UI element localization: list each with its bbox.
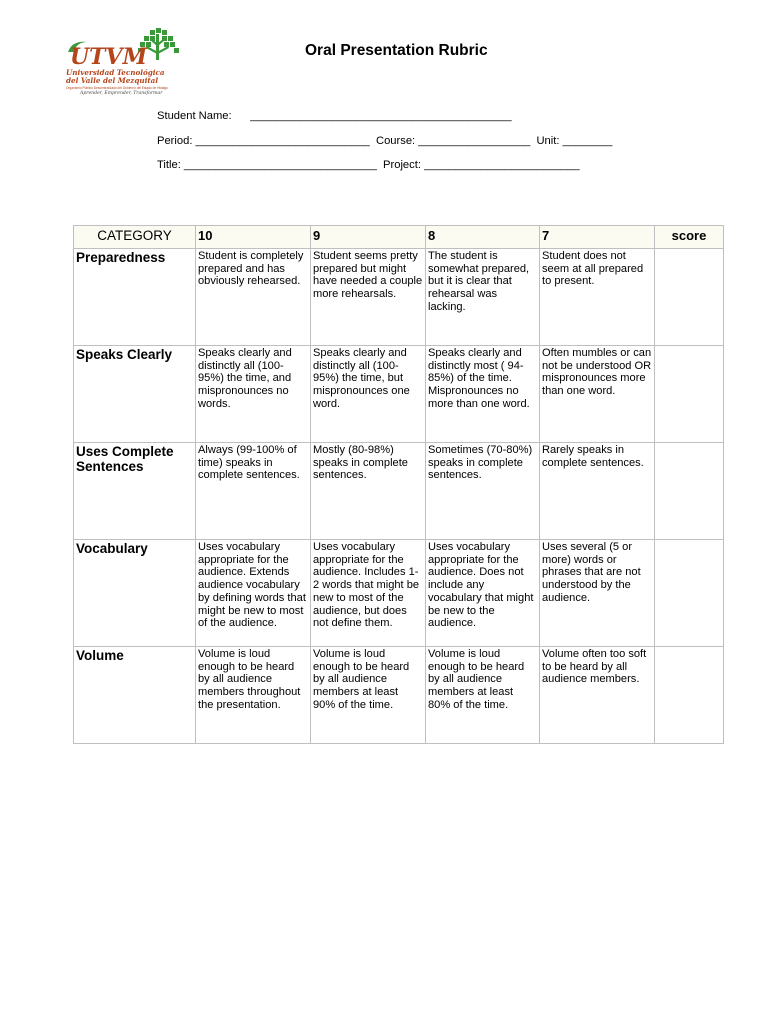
table-cell: Often mumbles or can not be understood OR mispronounces more than one word. bbox=[540, 346, 655, 443]
logo-name-line-2: del Valle del Mezquital bbox=[66, 76, 159, 85]
logo-motto: Aprender, Emprender, Transformar bbox=[80, 91, 163, 96]
utvm-logo-mark bbox=[66, 28, 182, 70]
table-cell: Student is completely prepared and has obviously rehearsed. bbox=[196, 249, 311, 346]
table-cell: Mostly (80-98%) speaks in complete sentences. bbox=[311, 443, 426, 540]
rubric-table bbox=[73, 225, 724, 744]
document-title: Oral Presentation Rubric bbox=[305, 42, 488, 59]
table-row bbox=[74, 249, 724, 346]
table-cell: Rarely speaks in complete sentences. bbox=[540, 443, 655, 540]
header-score: score bbox=[655, 226, 724, 249]
logo-subtitle: Organismo Público Descentralizado del Gobierno del Estado de Hidalgo bbox=[66, 86, 168, 90]
table-cell: Uses vocabulary appropriate for the audience. Extends audience vocabulary by defining words that might be new to most of the audience. bbox=[196, 540, 311, 647]
logo-university-name bbox=[66, 69, 186, 85]
logo-brand-text: UTVM bbox=[70, 44, 147, 70]
row-category: Speaks Clearly bbox=[74, 346, 196, 443]
row-category: Vocabulary bbox=[74, 540, 196, 647]
table-cell: Speaks clearly and distinctly all (100-95%) the time, but mispronounces one word. bbox=[311, 346, 426, 443]
table-cell: Volume is loud enough to be heard by all audience members at least 90% of the time. bbox=[311, 647, 426, 744]
table-cell: Uses several (5 or more) words or phrases that are not understood by the audience. bbox=[540, 540, 655, 647]
table-cell: Student does not seem at all prepared to present. bbox=[540, 249, 655, 346]
title-project-field: Title: _______________________________ Project: _________________________ bbox=[157, 159, 580, 171]
score-cell[interactable] bbox=[655, 540, 724, 647]
score-cell[interactable] bbox=[655, 647, 724, 744]
table-cell: Volume is loud enough to be heard by all audience members at least 80% of the time. bbox=[426, 647, 540, 744]
logo-name-line-1: Universidad Tecnológica bbox=[66, 68, 165, 77]
table-row bbox=[74, 540, 724, 647]
period-course-unit-field: Period: ____________________________ Course: __________________ Unit: ________ bbox=[157, 135, 613, 147]
table-row bbox=[74, 647, 724, 744]
header-score-7: 7 bbox=[540, 226, 655, 249]
student-name-field: Student Name: __________________________________________ bbox=[157, 110, 512, 122]
table-cell: Speaks clearly and distinctly all (100-95%) the time, and mispronounces no words. bbox=[196, 346, 311, 443]
table-cell: Uses vocabulary appropriate for the audience. Does not include any vocabulary that might be new to the audience. bbox=[426, 540, 540, 647]
table-cell: Always (99-100% of time) speaks in complete sentences. bbox=[196, 443, 311, 540]
header-score-10: 10 bbox=[196, 226, 311, 249]
table-cell: Speaks clearly and distinctly most ( 94-85%) of the time. Mispronounces no more than one word. bbox=[426, 346, 540, 443]
table-header-row bbox=[74, 226, 724, 249]
row-category: Volume bbox=[74, 647, 196, 744]
header-category: CATEGORY bbox=[74, 226, 196, 249]
row-category: Uses Complete Sentences bbox=[74, 443, 196, 540]
table-row bbox=[74, 346, 724, 443]
header-score-9: 9 bbox=[311, 226, 426, 249]
table-cell: Uses vocabulary appropriate for the audience. Includes 1-2 words that might be new to most of the audience, but does not define them. bbox=[311, 540, 426, 647]
table-cell: Sometimes (70-80%) speaks in complete sentences. bbox=[426, 443, 540, 540]
table-cell: Volume often too soft to be heard by all audience members. bbox=[540, 647, 655, 744]
score-cell[interactable] bbox=[655, 346, 724, 443]
table-cell: Student seems pretty prepared but might have needed a couple more rehearsals. bbox=[311, 249, 426, 346]
header-score-8: 8 bbox=[426, 226, 540, 249]
table-row bbox=[74, 443, 724, 540]
table-cell: Volume is loud enough to be heard by all audience members throughout the presentation. bbox=[196, 647, 311, 744]
score-cell[interactable] bbox=[655, 443, 724, 540]
score-cell[interactable] bbox=[655, 249, 724, 346]
utvm-logo bbox=[66, 28, 182, 98]
row-category: Preparedness bbox=[74, 249, 196, 346]
table-cell: The student is somewhat prepared, but it is clear that rehearsal was lacking. bbox=[426, 249, 540, 346]
